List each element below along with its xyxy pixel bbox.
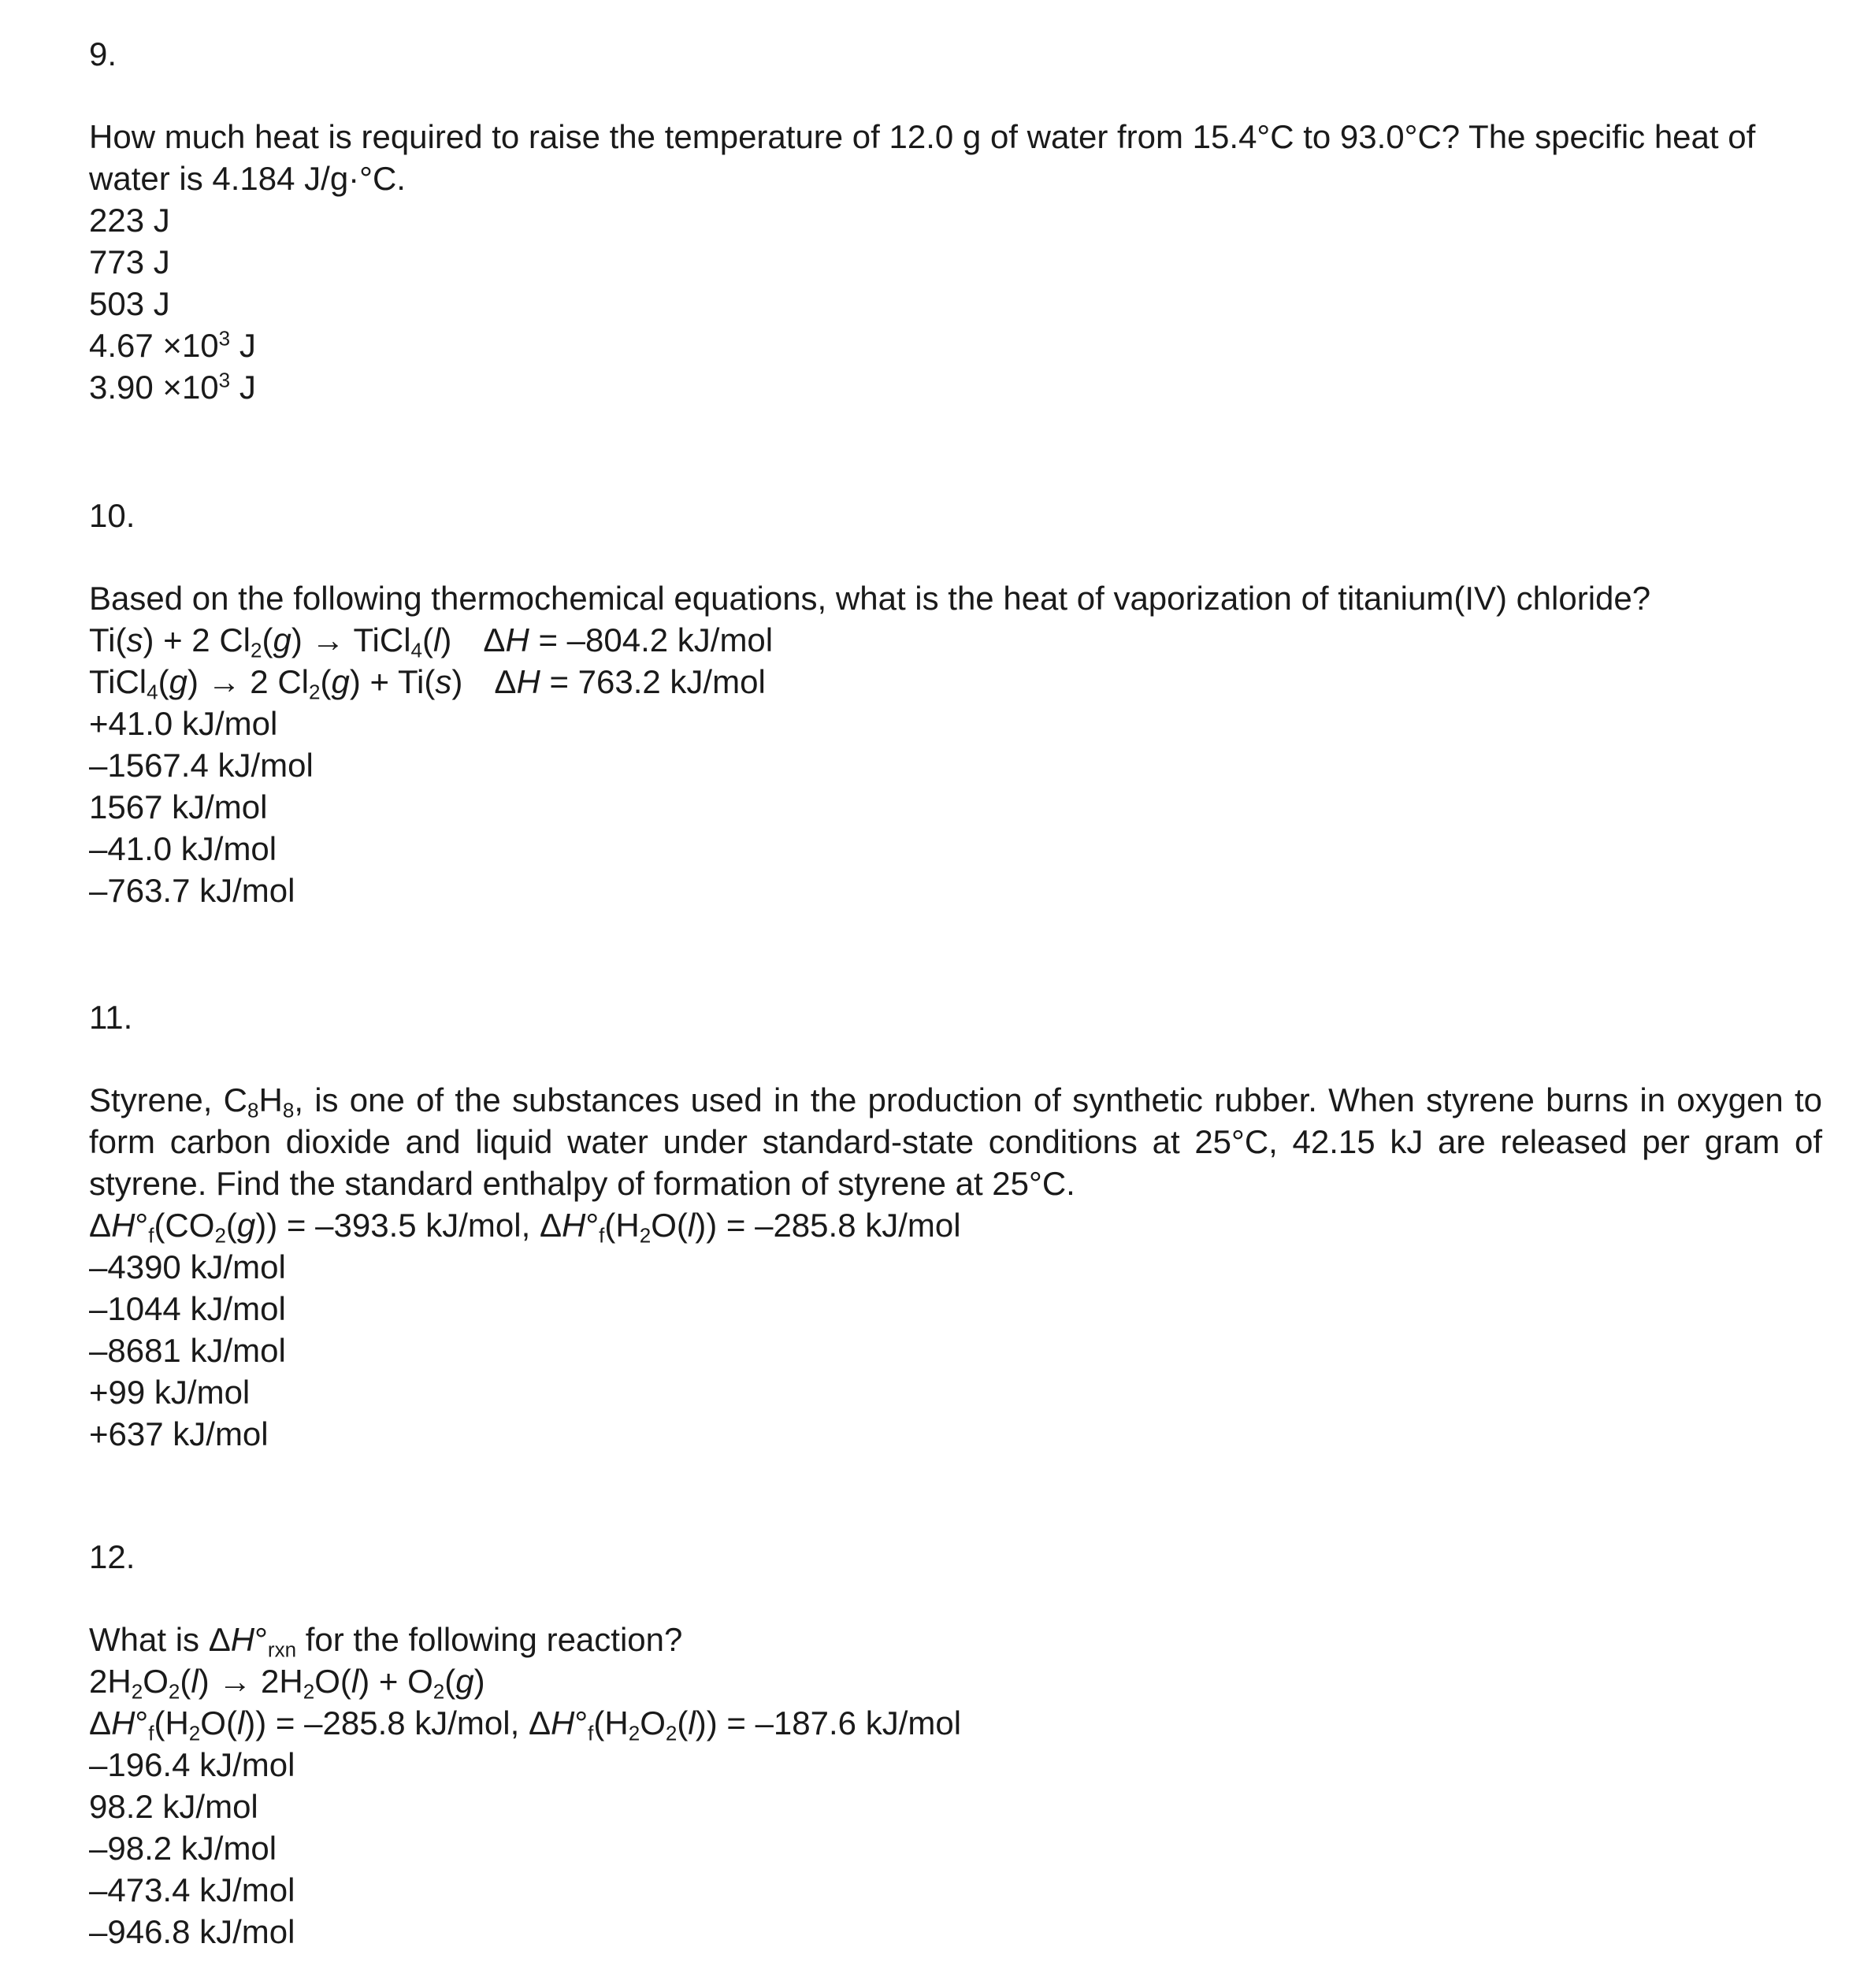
question-12 xyxy=(89,1536,1822,1953)
answer-option: –1044 kJ/mol xyxy=(89,1290,286,1327)
reaction-equation: $2H_2O_2(l) \to 2H_2O(l) + O_2(g)$ xyxy=(89,1663,485,1704)
question-number: 9. xyxy=(89,35,117,72)
answer-option: –473.4 kJ/mol xyxy=(89,1871,295,1908)
answer-option: –763.7 kJ/mol xyxy=(89,872,295,909)
answer-option: –1567.4 kJ/mol xyxy=(89,747,314,784)
question-9 xyxy=(89,33,1822,408)
given-values: $\Delta H^\circ_f(CO_2(g)) = -393.5$ kJ/mol, $\Delta H^\circ_f(H_2O(l)) = -285.8$ kJ/mol xyxy=(89,1207,961,1248)
answer-option: –8681 kJ/mol xyxy=(89,1332,286,1369)
answer-option: +99 kJ/mol xyxy=(89,1374,251,1411)
answer-option: –41.0 kJ/mol xyxy=(89,830,277,867)
question-stem: What is $\Delta H^\circ_{rxn}$ for the following reaction? xyxy=(89,1621,683,1662)
question-10 xyxy=(89,495,1822,911)
enthalpy-value: ΔH = 763.2 kJ/mol xyxy=(494,663,766,700)
answer-option: 773 J xyxy=(89,243,170,280)
answer-option: –98.2 kJ/mol xyxy=(89,1830,277,1867)
equation-line xyxy=(89,661,1822,703)
answer-option: –196.4 kJ/mol xyxy=(89,1746,295,1783)
enthalpy-value: ΔH = –804.2 kJ/mol xyxy=(483,621,774,658)
question-number: 11. xyxy=(89,999,133,1036)
answer-option: 503 J xyxy=(89,285,170,322)
question-number: 10. xyxy=(89,497,136,534)
answer-option: –4390 kJ/mol xyxy=(89,1248,286,1285)
question-stem: Styrene, $C_8H_8$, is one of the substances used in the production of synthetic rubber. When styrene burns in oxygen to form carbon dioxide and liquid water under standard-state conditions at 25°C, 42.15 kJ are released per gram of styrene. Find the standard enthalpy of formation of styrene at 25°C. xyxy=(89,1081,1822,1202)
question-number: 12. xyxy=(89,1538,136,1575)
answer-option: +637 kJ/mol xyxy=(89,1415,269,1452)
reaction-text: Ti(s) + 2 $Cl_2(g)$ → TiCl$_4$(l) xyxy=(89,621,452,662)
answer-option: $3.90 \times 10^3$ J xyxy=(89,368,256,406)
question-stem: Based on the following thermochemical equations, what is the heat of vaporization of titanium(IV) chloride? xyxy=(89,580,1651,617)
question-stem: How much heat is required to raise the temperature of 12.0 g of water from 15.4°C to 93.0°C? The specific heat of water is 4.184 J/g·°C. xyxy=(89,118,1756,197)
reaction-text: TiCl$_4$(g) → 2 $Cl_2(g) + Ti(s)$ xyxy=(89,663,463,704)
answer-option: 1567 kJ/mol xyxy=(89,788,268,825)
answer-option: +41.0 kJ/mol xyxy=(89,705,278,742)
answer-option: 223 J xyxy=(89,202,170,239)
given-values: $\Delta H^\circ_f(H_2O(l)) = -285.8$ kJ/mol, $\Delta H^\circ_f(H_2O_2(l)) = -187.6$ kJ/mol xyxy=(89,1704,962,1745)
answer-option: 98.2 kJ/mol xyxy=(89,1788,258,1825)
answer-option: $4.67 \times 10^3$ J xyxy=(89,326,256,364)
question-11 xyxy=(89,996,1822,1455)
equation-line xyxy=(89,619,1822,661)
answer-option: –946.8 kJ/mol xyxy=(89,1913,295,1950)
